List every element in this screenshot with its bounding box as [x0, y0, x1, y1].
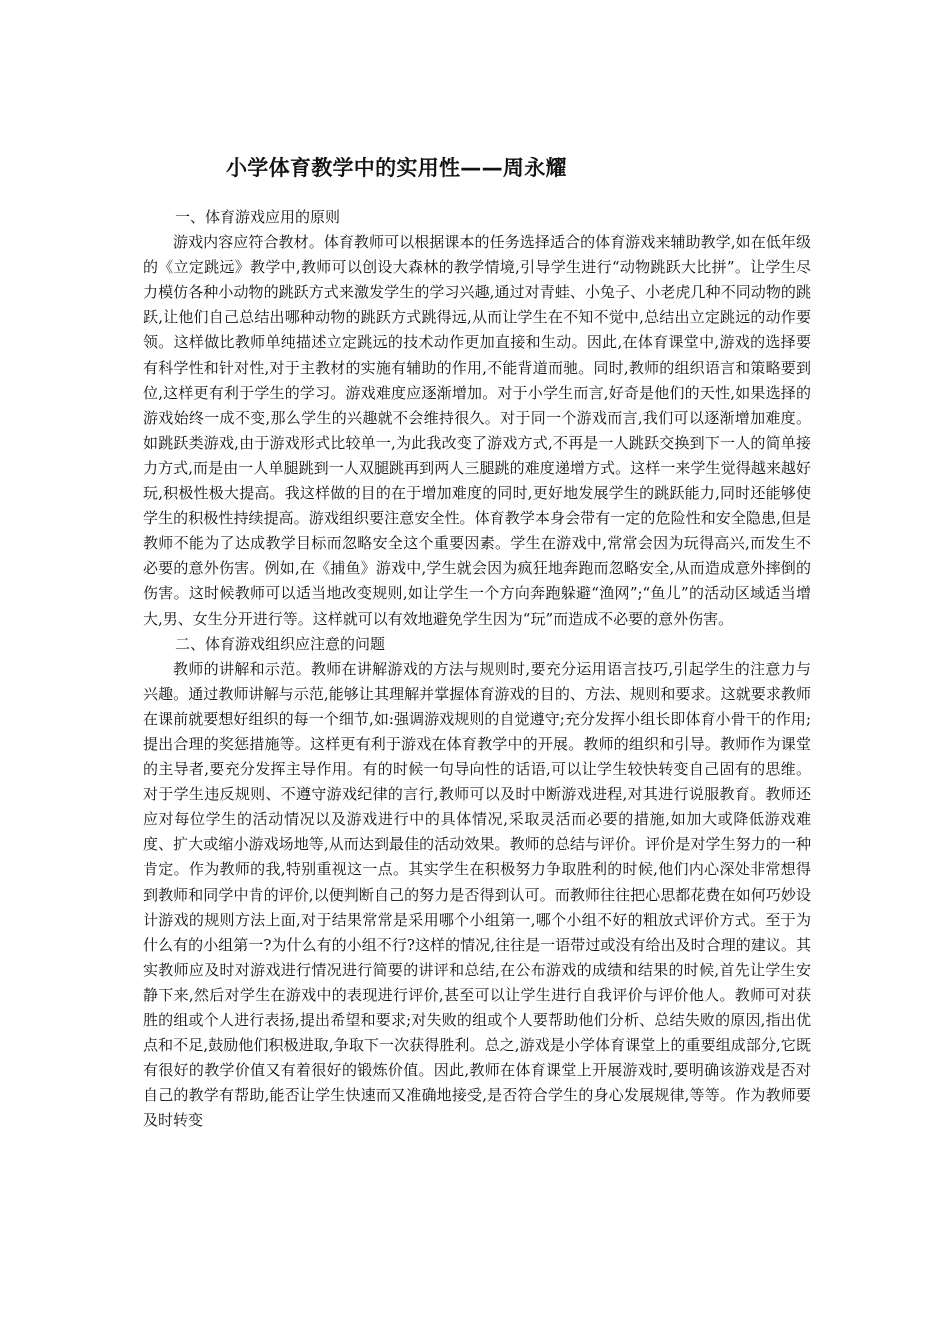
section-paragraph-organization: 教师的讲解和示范。教师在讲解游戏的方法与规则时,要充分运用语言技巧,引起学生的注意力与兴趣。通过教师讲解与示范,能够让其理解并掌握体育游戏的目的、方法、规则和要求。这就要求教师在课前就要想好组织的每一个细节,如:强调游戏规则的自觉遵守;充分发挥小组长即体育小骨干的作用;提出合理的奖惩措施等。这样更有利于游戏在体育教学中的开展。教师的组织和引导。教师作为课堂的主导者,要充分发挥主导作用。有的时候一句导向性的话语,可以让学生较快转变自己固有的思维。对于学生违反规则、不遵守游戏纪律的言行,教师可以及时中断游戏进程,对其进行说服教育。教师还应对每位学生的活动情况以及游戏进行中的具体情况,采取灵活而必要的措施,如加大或降低游戏难度、扩大或缩小游戏场地等,从而达到最佳的活动效果。教师的总结与评价。评价是对学生努力的一种肯定。作为教师的我,特别重视这一点。其实学生在积极努力争取胜利的时候,他们内心深处非常想得到教师和同学中肯的评价,以便判断自己的努力是否得到认可。而教师往往把心思都花费在如何巧妙设计游戏的规则方法上面,对于结果常常是采用哪个小组第一,哪个小组不好的粗放式评价方式。至于为什么有的小组第一?为什么有的小组不行?这样的情况,往往是一语带过或没有给出及时合理的建议。其实教师应及时对游戏进行情况进行简要的讲评和总结,在公布游戏的成绩和结果的时候,首先让学生安静下来,然后对学生在游戏中的表现进行评价,甚至可以让学生进行自我评价与评价他人。教师可对获胜的组或个人进行表扬,提出希望和要求;对失败的组或个人要帮助他们分析、总结失败的原因,指出优点和不足,鼓励他们积极进取,争取下一次获得胜利。总之,游戏是小学体育课堂上的重要组成部分,它既有很好的教学价值又有着很好的锻炼价值。因此,教师在体育课堂上开展游戏时,要明确该游戏是否对自己的教学有帮助,能否让学生快速而又准确地接受,是否符合学生的身心发展规律,等等。作为教师要及时转变	[143, 659, 811, 1130]
document-body	[143, 205, 811, 1133]
section-heading-organization: 二、体育游戏组织应注意的问题	[175, 634, 386, 653]
section-paragraph-principles: 游戏内容应符合教材。体育教师可以根据课本的任务选择适合的体育游戏来辅助教学,如在低年级的《立定跳远》教学中,教师可以创设大森林的教学情境,引导学生进行“动物跳跃大比拼”。让学生尽力模仿各种小动物的跳跃方式来激发学生的学习兴趣,通过对青蛙、小兔子、小老虎几种不同动物的跳跃,让他们自己总结出哪种动物的跳跃方式跳得远,从而让学生在不知不觉中,总结出立定跳远的动作要领。这样做比教师单纯描述立定跳远的技术动作更加直接和生动。因此,在体育课堂中,游戏的选择要有科学性和针对性,对于主教材的实施有辅助的作用,不能背道而驰。同时,教师的组织语言和策略要到位,这样更有利于学生的学习。游戏难度应逐渐增加。对于小学生而言,好奇是他们的天性,如果选择的游戏始终一成不变,那么学生的兴趣就不会维持很久。对于同一个游戏而言,我们可以逐渐增加难度。如跳跃类游戏,由于游戏形式比较单一,为此我改变了游戏方式,不再是一人跳跃交换到下一人的简单接力方式,而是由一人单腿跳到一人双腿跳再到两人三腿跳的难度递增方式。这样一来学生觉得越来越好玩,积极性极大提高。我这样做的目的在于增加难度的同时,更好地发展学生的跳跃能力,同时还能够使学生的积极性持续提高。游戏组织要注意安全性。体育教学本身会带有一定的危险性和安全隐患,但是教师不能为了达成教学目标而忽略安全这个重要因素。学生在游戏中,常常会因为玩得高兴,而发生不必要的意外伤害。例如,在《捕鱼》游戏中,学生就会因为疯狂地奔跑而忽略安全,从而造成意外摔倒的伤害。这时候教师可以适当地改变规则,如让学生一个方向奔跑躲避“渔网”;“鱼儿”的活动区域适当增大,男、女生分开进行等。这样就可以有效地避免学生因为“玩”而造成不必要的意外伤害。	[143, 233, 811, 628]
section-heading-principles: 一、体育游戏应用的原则	[175, 208, 341, 226]
document-title: 小学体育教学中的实用性——周永耀	[226, 156, 567, 180]
